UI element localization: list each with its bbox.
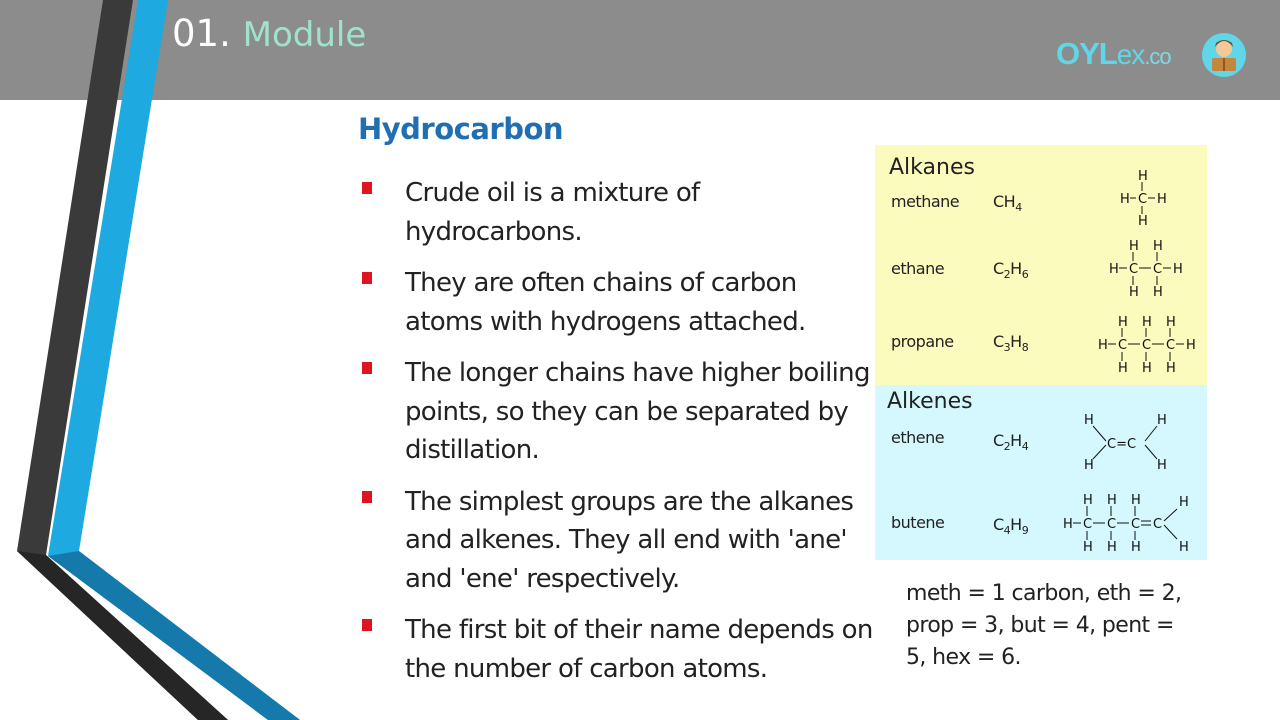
module-number: 01. <box>172 12 231 55</box>
svg-text:H: H <box>1107 540 1117 555</box>
compound-name: propane <box>891 332 954 351</box>
hydrocarbon-table <box>875 145 1207 560</box>
propane-structure <box>1095 313 1205 377</box>
alkenes-heading: Alkenes <box>887 389 973 414</box>
reading-person-icon <box>1201 32 1247 78</box>
svg-text:H: H <box>1129 239 1139 254</box>
svg-text:H: H <box>1166 315 1176 330</box>
compound-formula: $CH_4$ <box>993 192 1022 215</box>
bullet-item: The longer chains have higher boiling points, so they can be separated by distillation. <box>358 354 878 470</box>
module-word: Module <box>242 15 367 55</box>
logo-text: OYLex.co <box>1056 36 1171 71</box>
compound-formula: $C_4H_9$ <box>993 515 1029 538</box>
svg-text:H: H <box>1107 493 1117 508</box>
svg-text:C: C <box>1153 517 1163 532</box>
svg-text:H: H <box>1083 540 1093 555</box>
svg-text:H: H <box>1179 495 1189 510</box>
svg-text:H: H <box>1166 361 1176 376</box>
svg-text:H: H <box>1173 262 1183 277</box>
svg-text:H: H <box>1186 338 1196 353</box>
svg-text:H: H <box>1131 493 1141 508</box>
compound-name: ethene <box>891 428 945 447</box>
svg-text:H: H <box>1084 458 1094 473</box>
svg-text:H: H <box>1098 338 1108 353</box>
svg-text:C: C <box>1131 517 1141 532</box>
svg-text:H: H <box>1109 262 1119 277</box>
compound-name: methane <box>891 192 960 211</box>
svg-text:H: H <box>1142 361 1152 376</box>
svg-text:H: H <box>1120 192 1130 207</box>
svg-text:H: H <box>1131 540 1141 555</box>
square-bullet-icon <box>362 619 372 631</box>
svg-text:C=C: C=C <box>1107 437 1137 452</box>
svg-text:H: H <box>1063 517 1073 532</box>
svg-text:H: H <box>1083 493 1093 508</box>
prefix-note: meth = 1 carbon, eth = 2, prop = 3, but = 4, pent = 5, hex = 6. <box>906 581 1182 670</box>
bullet-item: The first bit of their name depends on the number of carbon atoms. <box>358 611 878 688</box>
alkanes-heading: Alkanes <box>889 155 975 180</box>
bullet-list <box>358 174 878 701</box>
module-title <box>172 12 366 55</box>
alkanes-panel <box>875 145 1207 385</box>
svg-text:H: H <box>1153 239 1163 254</box>
square-bullet-icon <box>362 182 372 194</box>
svg-text:H: H <box>1157 192 1167 207</box>
svg-text:C: C <box>1118 338 1128 353</box>
bullet-item: The simplest groups are the alkanes and alkenes. They all end with 'ane' and 'ene' respectively. <box>358 483 878 599</box>
svg-text:H: H <box>1138 214 1148 229</box>
square-bullet-icon <box>362 362 372 374</box>
svg-text:C: C <box>1083 517 1093 532</box>
ethene-structure <box>1080 411 1180 475</box>
bullet-item: They are often chains of carbon atoms with hydrogens attached. <box>358 264 878 341</box>
bullet-item: Crude oil is a mixture of hydrocarbons. <box>358 174 878 251</box>
svg-text:C: C <box>1142 338 1152 353</box>
svg-text:H: H <box>1084 413 1094 428</box>
svg-text:H: H <box>1118 315 1128 330</box>
alkenes-panel <box>875 385 1207 560</box>
compound-name: ethane <box>891 259 945 278</box>
square-bullet-icon <box>362 491 372 503</box>
square-bullet-icon <box>362 272 372 284</box>
svg-text:C: C <box>1138 192 1148 207</box>
svg-text:H: H <box>1118 361 1128 376</box>
svg-text:H: H <box>1157 413 1167 428</box>
ethane-structure <box>1105 237 1205 301</box>
svg-text:C: C <box>1153 262 1163 277</box>
compound-formula: $C_2H_6$ <box>993 259 1029 282</box>
svg-text:H: H <box>1142 315 1152 330</box>
svg-text:C: C <box>1129 262 1139 277</box>
slide-title: Hydrocarbon <box>358 112 564 146</box>
svg-text:H: H <box>1157 458 1167 473</box>
compound-name: butene <box>891 513 945 532</box>
butene-structure <box>1061 491 1207 557</box>
svg-text:H: H <box>1138 169 1148 184</box>
methane-structure <box>1115 167 1175 229</box>
compound-formula: $C_2H_4$ <box>993 431 1029 454</box>
svg-text:C: C <box>1166 338 1176 353</box>
compound-formula: $C_3H_8$ <box>993 332 1029 355</box>
svg-text:H: H <box>1179 540 1189 555</box>
svg-text:H: H <box>1129 285 1139 300</box>
svg-text:H: H <box>1153 285 1163 300</box>
svg-text:C: C <box>1107 517 1117 532</box>
